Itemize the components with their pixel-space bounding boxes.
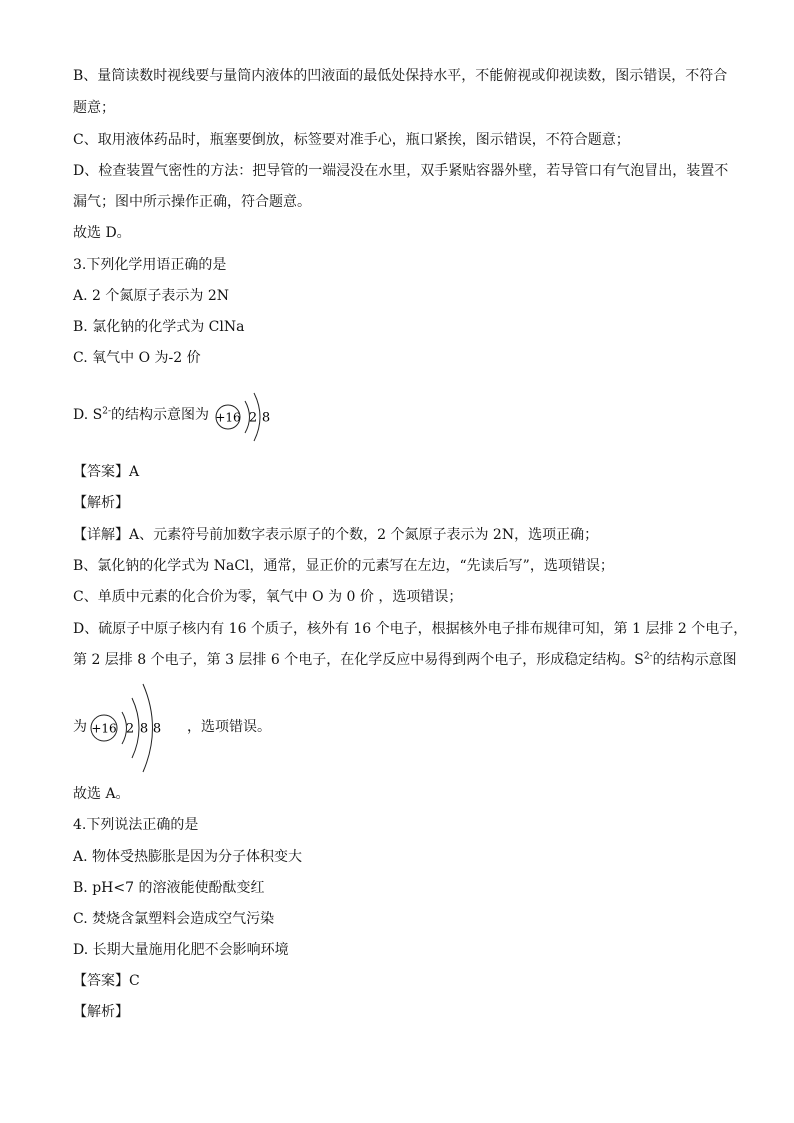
- analysis-label: 【解析】: [73, 1004, 129, 1020]
- answer-label: 【答案】A: [73, 464, 140, 480]
- sulfur-structure-diagram-2: [87, 680, 177, 776]
- text-line: 题意；: [73, 100, 115, 116]
- text-line: [73, 650, 737, 670]
- option-d: D. 长期大量施用化肥不会影响环境: [73, 942, 289, 958]
- analysis-label: 【解析】: [73, 495, 129, 511]
- option-c: C. 氧气中 O 为-2 价: [73, 350, 201, 366]
- text-line: C、取用液体药品时，瓶塞要倒放，标签要对准手心，瓶口紧挨，图示错误，不符合题意；: [73, 132, 630, 148]
- text-segment: 的结构示意图: [652, 652, 737, 668]
- ion-charge: 2-: [643, 651, 653, 662]
- text-line: D、检查装置气密性的方法：把导管的一端浸没在水里，双手紧贴容器外壁，若导管口有气泡冒出，装置不: [73, 163, 729, 179]
- option-b: B. 氯化钠的化学式为 ClNa: [73, 319, 245, 335]
- text-line: 【详解】A、元素符号前加数字表示原子的个数，2 个氮原子表示为 2N，选项正确；: [73, 527, 599, 543]
- text-line: B、氯化钠的化学式为 NaCl，通常，显正价的元素写在左边，“先读后写”，选项错误；: [73, 558, 614, 574]
- ion-charge: 2-: [102, 406, 111, 417]
- text-line: C、单质中元素的化合价为零，氧气中 O 为 0 价 ，选项错误；: [73, 589, 463, 605]
- option-d-prefix: D. S: [73, 407, 103, 423]
- text-line: 漏气；图中所示操作正确，符合题意。: [73, 194, 311, 210]
- question-4-title: 4.下列说法正确的是: [73, 817, 199, 833]
- nucleus-label: +16: [215, 410, 241, 425]
- shell-1-electrons: 2: [248, 410, 258, 426]
- nucleus-label: +16: [91, 721, 117, 736]
- text-line: 故选 D。: [73, 225, 131, 241]
- text-line: B、量筒读数时视线要与量筒内液体的凹液面的最低处保持水平，不能俯视或仰视读数，图示错误，不符合: [73, 68, 728, 84]
- text-segment: ，选项错误。: [187, 719, 271, 735]
- shell-3-electrons: 8: [152, 721, 162, 737]
- option-d: [73, 405, 209, 425]
- answer-label: 【答案】C: [73, 973, 140, 989]
- shell-1-electrons: 2: [125, 721, 135, 737]
- shell-2-electrons: 8: [261, 410, 271, 426]
- option-c: C. 焚烧含氯塑料会造成空气污染: [73, 911, 275, 927]
- option-a: A. 物体受热膨胀是因为分子体积变大: [73, 849, 303, 865]
- text-line: D、硫原子中原子核内有 16 个质子，核外有 16 个电子，根据核外电子排布规律可知，第 1 层排 2 个电子，: [73, 621, 748, 637]
- text-line: 故选 A。: [73, 786, 130, 802]
- text-segment: 第 2 层排 8 个电子，第 3 层排 6 个电子，在化学反应中易得到两个电子，形成稳定结构。S: [73, 652, 644, 668]
- shell-2-electrons: 8: [139, 721, 149, 737]
- option-a: A. 2 个氮原子表示为 2N: [73, 288, 229, 304]
- sulfur-structure-diagram-1: [212, 384, 274, 450]
- option-d-suffix: 的结构示意图为: [111, 407, 209, 423]
- option-b: B. pH<7 的溶液能使酚酞变红: [73, 880, 265, 896]
- question-3-title: 3.下列化学用语正确的是: [73, 257, 227, 273]
- text-segment: 为: [73, 719, 87, 735]
